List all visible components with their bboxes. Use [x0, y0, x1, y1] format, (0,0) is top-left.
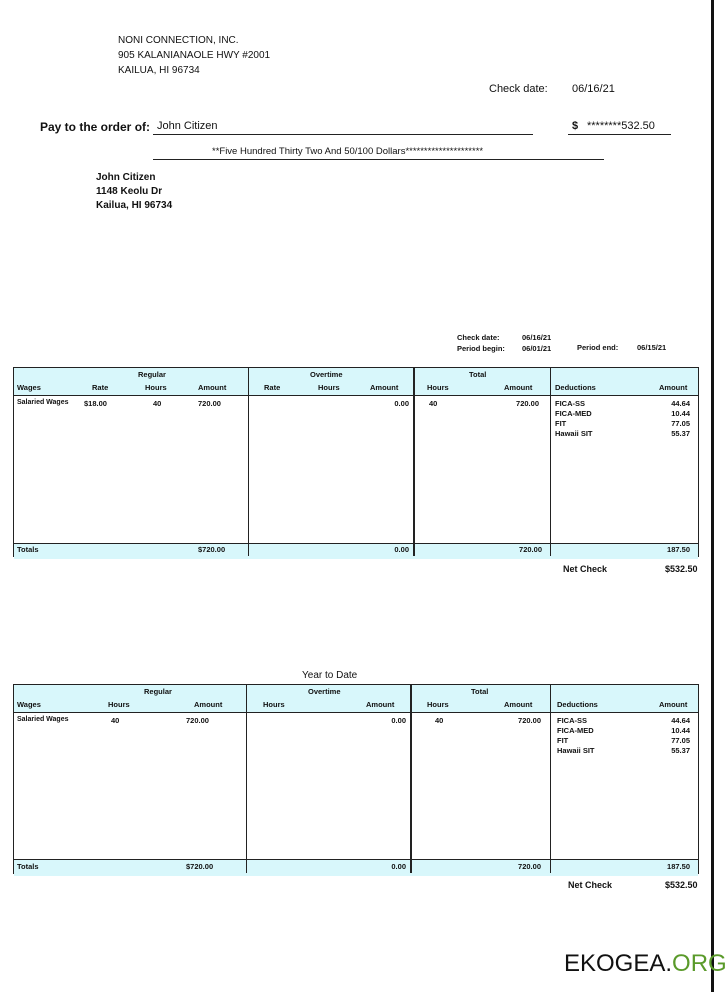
- payee-name: John Citizen: [157, 120, 218, 132]
- group-overtime: Overtime: [310, 370, 343, 379]
- stub-check-date: 06/16/21: [522, 333, 552, 342]
- recipient-address-line1: 1148 Keolu Dr: [96, 186, 163, 197]
- ytd-totals-label: Totals: [17, 862, 39, 871]
- watermark-logo: [564, 950, 727, 978]
- current-earnings-table: [13, 367, 699, 557]
- row-tot-amount: 720.00: [516, 399, 539, 408]
- divider: [246, 685, 247, 873]
- ytd-col-tot-hours: Hours: [427, 700, 449, 709]
- stub-check-date-label: Check date:: [457, 333, 500, 342]
- totals-ot-amount: 0.00: [394, 545, 409, 554]
- ytd-col-ot-amount: Amount: [366, 700, 395, 709]
- stub-date-values: [522, 332, 551, 354]
- ytd-group-total: Total: [471, 687, 489, 696]
- ytd-deduction-amount: 55.37: [671, 746, 690, 755]
- col-ded-amount: Amount: [659, 383, 688, 392]
- ytd-deduction-name: FICA-MED: [557, 726, 594, 735]
- deduction-amount: 44.64: [671, 399, 690, 408]
- ytd-deduction-name: Hawaii SIT: [557, 746, 595, 755]
- deduction-names: [555, 399, 593, 439]
- col-deductions: Deductions: [555, 383, 596, 392]
- recipient-name: John Citizen: [96, 172, 156, 183]
- totals-ded-amount: 187.50: [667, 545, 690, 554]
- ytd-row-wages: Salaried Wages: [17, 716, 69, 723]
- recipient-block: [96, 171, 172, 213]
- ytd-deduction-amounts: [634, 716, 690, 756]
- ytd-deduction-amount: 10.44: [671, 726, 690, 735]
- row-reg-hours: 40: [153, 399, 162, 408]
- ytd-totals-ot-amount: 0.00: [391, 862, 406, 871]
- deduction-amount: 55.37: [671, 429, 690, 438]
- col-reg-hours: Hours: [145, 383, 167, 392]
- ytd-totals-tot-amount: 720.00: [518, 862, 541, 871]
- row-wages: Salaried Wages: [17, 399, 69, 406]
- ytd-group-overtime: Overtime: [308, 687, 341, 696]
- ytd-deduction-amount: 77.05: [671, 736, 690, 745]
- deduction-amount: 10.44: [671, 409, 690, 418]
- col-wages: Wages: [17, 383, 41, 392]
- col-ot-hours: Hours: [318, 383, 340, 392]
- deduction-amount: 77.05: [671, 419, 690, 428]
- deduction-name: FICA-MED: [555, 409, 592, 418]
- col-tot-hours: Hours: [427, 383, 449, 392]
- ytd-deduction-name: FIT: [557, 736, 569, 745]
- deduction-name: FIT: [555, 419, 567, 428]
- ytd-net-check-label: Net Check: [568, 880, 613, 890]
- ytd-col-deductions: Deductions: [557, 700, 598, 709]
- stub-period-begin-label: Period begin:: [457, 344, 505, 353]
- watermark-part2: ORG: [672, 950, 727, 977]
- ytd-row-tot-amount: 720.00: [518, 716, 541, 725]
- ytd-title: Year to Date: [302, 670, 358, 681]
- page-right-border: [711, 0, 714, 992]
- col-tot-amount: Amount: [504, 383, 533, 392]
- recipient-address-line2: Kailua, HI 96734: [96, 200, 173, 211]
- pay-to-label: Pay to the order of:: [40, 120, 151, 134]
- totals-reg-amount: $720.00: [198, 545, 226, 554]
- words-line: [153, 159, 604, 160]
- amount-in-words: **Five Hundred Thirty Two And 50/100 Dollars*********************: [212, 146, 484, 157]
- deduction-amounts: [634, 399, 690, 439]
- net-check-label: Net Check: [563, 564, 608, 574]
- ytd-totals-ded-amount: 187.50: [667, 862, 690, 871]
- net-check-amount: $532.50: [665, 564, 698, 574]
- col-ot-rate: Rate: [264, 383, 281, 392]
- ytd-col-reg-hours: Hours: [108, 700, 130, 709]
- group-total: Total: [469, 370, 487, 379]
- divider: [550, 685, 551, 873]
- ytd-row-tot-hours: 40: [435, 716, 444, 725]
- ytd-group-regular: Regular: [144, 687, 172, 696]
- check-date-label: Check date:: [489, 83, 548, 95]
- ytd-deduction-name: FICA-SS: [557, 716, 587, 725]
- ytd-row-reg-hours: 40: [111, 716, 120, 725]
- ytd-col-ot-hours: Hours: [263, 700, 285, 709]
- ytd-net-check-amount: $532.50: [665, 880, 698, 890]
- totals-label: Totals: [17, 545, 39, 554]
- col-reg-amount: Amount: [198, 383, 227, 392]
- col-rate: Rate: [92, 383, 109, 392]
- deduction-name: Hawaii SIT: [555, 429, 593, 438]
- ytd-col-reg-amount: Amount: [194, 700, 223, 709]
- ytd-row-ot-amount: 0.00: [391, 716, 406, 725]
- row-tot-hours: 40: [429, 399, 438, 408]
- totals-tot-amount: 720.00: [519, 545, 542, 554]
- ytd-col-tot-amount: Amount: [504, 700, 533, 709]
- divider: [413, 368, 415, 556]
- ytd-col-wages: Wages: [17, 700, 41, 709]
- company-block: [118, 33, 270, 78]
- ytd-totals-reg-amount: $720.00: [186, 862, 214, 871]
- row-reg-amount: 720.00: [198, 399, 221, 408]
- check-amount: ********532.50: [587, 120, 655, 132]
- stub-period-end: 06/15/21: [637, 343, 667, 352]
- col-ot-amount: Amount: [370, 383, 399, 392]
- stub-period-begin: 06/01/21: [522, 344, 552, 353]
- row-ot-amount: 0.00: [394, 399, 409, 408]
- ytd-col-ded-amount: Amount: [659, 700, 688, 709]
- row-rate: $18.00: [84, 399, 107, 408]
- ytd-row-reg-amount: 720.00: [186, 716, 209, 725]
- ytd-earnings-table: [13, 684, 699, 874]
- divider: [248, 368, 249, 556]
- check-date-value: 06/16/21: [572, 83, 615, 95]
- divider: [550, 368, 551, 556]
- stub-date-labels: [457, 332, 505, 354]
- divider: [410, 685, 412, 873]
- ytd-deduction-amount: 44.64: [671, 716, 690, 725]
- payee-line: [153, 134, 533, 135]
- watermark-part1: EKOGEA.: [564, 950, 673, 977]
- dollar-sign: $: [572, 120, 579, 132]
- company-name: NONI CONNECTION, INC.: [118, 35, 239, 46]
- group-regular: Regular: [138, 370, 166, 379]
- amount-line: [568, 134, 671, 135]
- stub-period-end-label: Period end:: [577, 343, 619, 352]
- ytd-deduction-names: [557, 716, 595, 756]
- company-address-line2: KAILUA, HI 96734: [118, 65, 200, 76]
- deduction-name: FICA-SS: [555, 399, 585, 408]
- company-address-line1: 905 KALANIANAOLE HWY #2001: [118, 50, 271, 61]
